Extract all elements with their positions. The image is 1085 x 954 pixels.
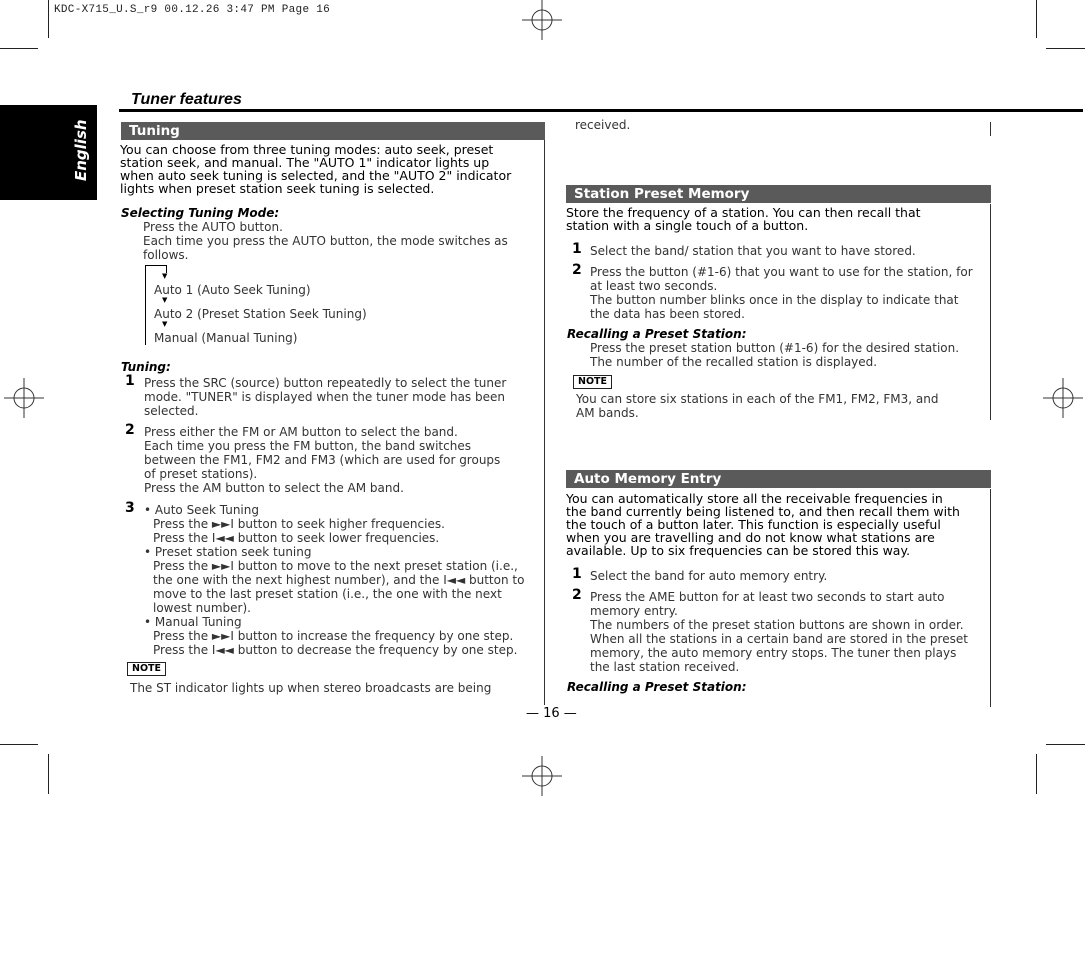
section-title-auto-memory-entry: Auto Memory Entry [566,470,991,488]
arrow-down-icon: ▼ [162,296,168,304]
spm-step-2-text: Press the button (#1-6) that you want to use for the station, for at least two seconds. The button number blinks once in the display to indicate that the data has been stored. [590,265,973,321]
spm-step-1-text: Select the band/ station that you want to have stored. [590,244,916,258]
ame-step-1-number: 1 [572,566,582,582]
spm-step-2-number: 2 [572,262,582,278]
right-column-rule-bottom [990,489,991,707]
ame-step-2-text: Press the AME button for at least two seconds to start auto memory entry. The numbers of the preset station buttons are shown in order. When all the stations in a certain band are stored in the preset memory, the auto memory entry stops. The tuner then plays the last station received. [590,590,968,674]
registration-mark-icon [522,0,562,40]
tuning-heading: Tuning: [121,360,171,374]
ame-step-1-text: Select the band for auto memory entry. [590,569,828,583]
registration-mark-icon [522,756,562,796]
selecting-mode-text: Press the AUTO button. Each time you press the AUTO button, the mode switches as follows. [143,220,508,262]
recall-text: Press the preset station button (#1-6) for the desired station. The number of the recalled station is displayed. [590,341,960,369]
note-label-left: NOTE [127,662,166,676]
continued-text: received. [575,118,631,132]
arrow-down-icon: ▼ [162,320,168,328]
registration-mark-icon [4,378,44,418]
spm-step-1-number: 1 [572,241,582,257]
step-1-text: Press the SRC (source) button repeatedly to select the tuner mode. "TUNER" is displayed when the tuner mode has been selected. [144,376,507,418]
mode-auto2: Auto 2 (Preset Station Seek Tuning) [154,307,367,321]
ame-step-2-number: 2 [572,587,582,603]
step-2-text: Press either the FM or AM button to select the band. Each time you press the FM button, the band switches between the FM1, FM2 and FM3 (which are used for groups of preset stations). Press the AM button to select the AM band. [144,425,501,495]
mode-auto1: Auto 1 (Auto Seek Tuning) [154,283,311,297]
mode-manual: Manual (Manual Tuning) [154,331,298,345]
title-rule [119,109,1083,112]
print-header: KDC-X715_U.S_r9 00.12.26 3:47 PM Page 16 [54,4,331,16]
recall-heading-2: Recalling a Preset Station: [567,680,747,694]
right-column-rule-mid [990,204,991,420]
tuning-intro: You can choose from three tuning modes: auto seek, preset station seek, and manual. The "AUTO 1" indicator lights up when auto seek tuning is selected, and the "AUTO 2" indicator lights when preset station seek tuning is selected. [120,142,512,196]
spm-intro: Store the frequency of a station. You can then recall that station with a single touch of a button. [566,205,921,233]
page-title: Tuner features [131,91,242,108]
registration-mark-icon [1043,378,1083,418]
section-title-tuning: Tuning [121,122,545,140]
arrow-down-icon: ▼ [162,272,168,280]
step-3-number: 3 [125,500,135,516]
page-number: — 16 — [526,706,577,721]
section-title-station-preset-memory: Station Preset Memory [566,185,991,203]
step-3-text: • Auto Seek Tuning Press the ►►I button to seek higher frequencies. Press the I◄◄ button to seek lower frequencies. • Preset station seek tuning Press the ►►I button to move to the next preset station (i.e., the one with the next highest number), and the I◄◄ button to move to the last preset station (i.e., the one with the next lowest number). • Manual Tuning Press the ►►I button to increase the frequency by one step. Press the I◄◄ button to decrease the frequency by one step. [144,503,525,657]
language-tab-label: English [72,119,90,181]
step-2-number: 2 [125,422,135,438]
left-column-rule [544,140,545,705]
selecting-mode-heading: Selecting Tuning Mode: [121,206,280,220]
right-column-rule-top [990,122,991,136]
note-text-right: You can store six stations in each of the FM1, FM2, FM3, and AM bands. [576,392,939,420]
note-text-left: The ST indicator lights up when stereo broadcasts are being [130,681,492,695]
note-label-right: NOTE [573,375,612,389]
ame-intro: You can automatically store all the receivable frequencies in the band currently being listened to, and then recall them with the touch of a button later. This function is especially useful when you are travelling and do not know what stations are available. Up to six frequencies can be stored this way. [566,491,960,558]
step-1-number: 1 [125,373,135,389]
recall-heading: Recalling a Preset Station: [567,327,747,341]
